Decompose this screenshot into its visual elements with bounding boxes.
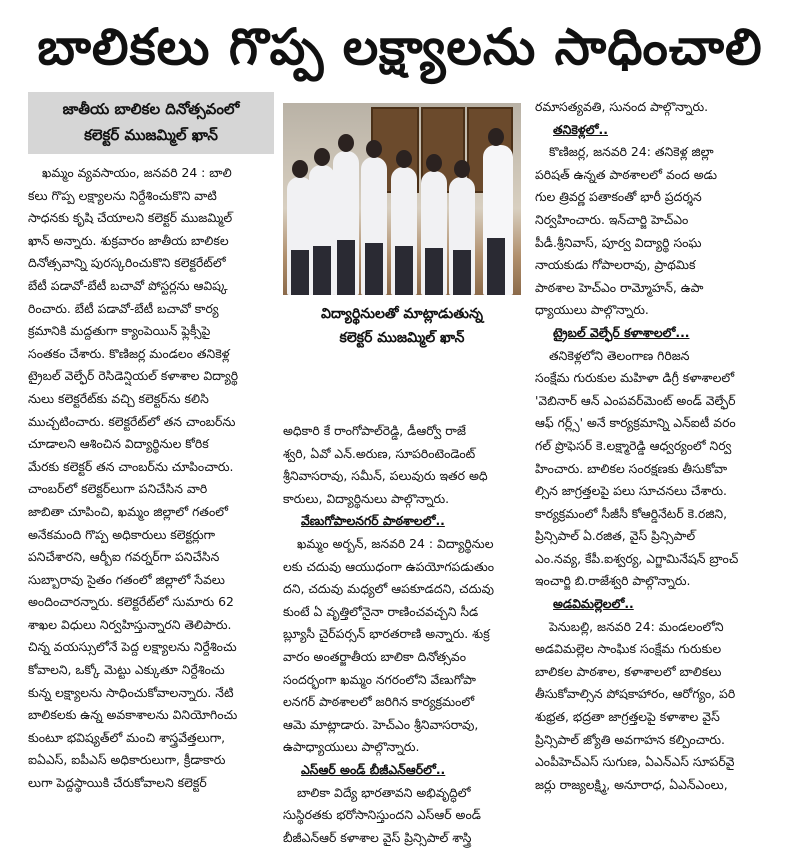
article-line: ఎంపీహెచ్ఎస్ సుగుణ, ఏఎన్ఎస్ సూపర్‌వై	[535, 754, 735, 770]
article-line: ఆఫ్ గర్ల్స్' అనే కార్యక్రమాన్ని ఎన్ఐటీ వరం	[535, 415, 736, 431]
article-line: ఐఏఎస్, ఐపీఎస్ అధికారులుగా, క్రీడాకారు	[28, 752, 226, 768]
news-photo	[283, 103, 521, 295]
article-line: సుస్థిరతకు భరోసానిస్తుందని ఎస్ఆర్ అండ్	[283, 807, 481, 823]
article-line: కారులు, విద్యార్థినులు పాల్గొన్నారు.	[283, 490, 450, 506]
section-heading: అడవిమల్లెలలో..	[553, 596, 634, 612]
article-column-1	[28, 162, 274, 795]
article-line: చూడాలని ఆశించిన విద్యార్థినుల కోరిక	[28, 436, 209, 452]
article-line: తనికెళ్లలోని తెలంగాణ గిరిజన	[549, 347, 690, 363]
student-figure	[333, 151, 359, 295]
article-line: పరిషత్ ఉన్నత పాఠశాలలో వంద అడు	[535, 166, 718, 182]
article-line: ఎం.నవ్య, కేపీ.ఐశ్వర్య, ఎగ్జామినేషన్ బ్రాంచ్	[535, 550, 739, 566]
article-line: అనేకమంది గొప్ప అధికారులు కలెక్టర్లుగా	[28, 526, 216, 542]
article-line: రించారు. బేటీ పడావో-బేటీ బచావో కార్య	[28, 300, 219, 316]
article-line: కుంటూ భవిష్యత్‌లో మంచి శాస్త్రవేత్తలుగా,	[28, 729, 226, 745]
article-line: సాధనకు కృషి చేయాలని కలెక్టర్ ముజమ్మిల్	[28, 210, 233, 226]
subheading-line-1: జాతీయ బాలికల దినోత్సవంలో	[62, 100, 240, 118]
article-line: మేరకు కలెక్టర్ తన చాంబర్‌ను చూపించారు.	[28, 458, 234, 474]
article-line: కోవాలని, ఒక్కో మెట్టు ఎక్కుతూ నిర్దేశించు	[28, 662, 225, 678]
article-line: ప్రిన్సిపాల్ ఏ.రజిత, వైస్ ప్రిన్సిపాల్	[535, 528, 696, 544]
student-figure	[421, 171, 447, 295]
article-line: వారం అంతర్జాతీయ బాలికా దినోత్సవం	[283, 648, 467, 664]
article-line: జర్లు రాజ్యలక్ష్మి, అనూరాధ, ఏఎన్ఎంలు,	[535, 776, 728, 792]
article-line: కుంటే ఏ వృత్తిలోనైనా రాణించవచ్చని సీడ	[283, 603, 479, 619]
student-figure	[391, 167, 417, 295]
article-line: గల్ ప్రొఫెసర్ కె.లక్ష్మారెడ్డి ఆధ్వర్యంలో నిర్వ	[535, 437, 732, 453]
article-line: నులు కలెక్టరేట్‌కు వచ్చి కలెక్టర్‌ను కలిసి	[28, 390, 209, 406]
student-figure	[309, 165, 335, 295]
section-heading: తనికెళ్లలో..	[553, 121, 608, 137]
article-line: దినోత్సవాన్ని పురస్కరించుకొని కలెక్టరేట్‌లో	[28, 255, 226, 271]
article-line: కున్న లక్ష్యాలను సాధించుకోవాలన్నారు. నేటి	[28, 684, 234, 700]
article-column-3	[535, 96, 785, 796]
article-line: ఇంచార్జి బి.రాజేశ్వరి పాల్గొన్నారు.	[535, 573, 691, 589]
article-line: శుభ్రత, భద్రతా జాగ్రత్తలపై కళాశాల వైస్	[535, 709, 720, 725]
article-line: జాబితా చూపించి, ఖమ్మం జిల్లాలో గతంలో	[28, 503, 228, 519]
student-figure	[361, 157, 387, 295]
article-line: ఆమె మాట్లాడారు. హెచ్‌ఎం శ్రీనివాసరావు,	[283, 716, 479, 732]
article-line: లకు చదువు ఆయుధంగా ఉపయోగపడుతుం	[283, 558, 495, 574]
article-line: హించారు. బాలికల సంరక్షణకు తీసుకోవా	[535, 460, 728, 476]
article-line: ల్సిన జాగ్రత్తలపై పలు సూచనలు చేశారు.	[535, 483, 727, 499]
article-line: 'వెబినార్ ఆన్ ఎంపవర్‌మెంట్ అండ్ వెల్ఫేర్	[535, 392, 736, 408]
section-heading: వేణుగోపాలనగర్ పాఠశాలలో..	[301, 513, 445, 529]
article-line: పెనుబల్లి, జనవరి 24: మండలంలోని	[549, 618, 724, 634]
article-line: సంతకం చేశారు. కొణిజర్ల మండలం తనికెళ్ల	[28, 345, 230, 361]
photo-caption-line-2: కలెక్టర్ ముజమ్మిల్ ఖాన్	[339, 330, 465, 346]
article-line: ముచ్చటించారు. కలెక్టరేట్‌లో తన చాంబర్‌ను	[28, 413, 236, 429]
article-line: ఖాన్ అన్నారు. శుక్రవారం జాతీయ బాలికల	[28, 232, 229, 248]
article-line: తీసుకోవాల్సిన పోషకాహారం, ఆరోగ్యం, పరి	[535, 686, 736, 702]
article-line: అడవిమల్లెల సాంఘిక సంక్షేమ గురుకుల	[535, 641, 722, 657]
article-line: ఉపాధ్యాయులు పాల్గొన్నారు.	[283, 739, 420, 755]
photo-caption	[283, 298, 521, 410]
article-line: ప్రిన్సిపాల్ జ్యోతి అవగాహన కల్పించారు.	[535, 731, 725, 747]
article-line: చిన్న వయస్సులోనే పెద్ద లక్ష్యాలను నిర్దేశించు	[28, 639, 237, 655]
article-line: బాలికలకు ఉన్న అవకాశాలను వినియోగించు	[28, 707, 238, 723]
article-line: ట్రైబల్ వెల్ఫేర్ రెసిడెన్షియల్ కళాశాల విద్యార్థి	[28, 368, 239, 384]
article-line: లుగా పెద్దస్థాయికి చేరుకోవాలని కలెక్టర్	[28, 775, 207, 791]
article-line: సుబ్బారావు సైతం గతంలో జిల్లాలో సేవలు	[28, 571, 225, 587]
article-line: పనిచేశారని, ఆర్బీఐ గవర్నర్‌గా పనిచేసిన	[28, 549, 220, 565]
article-line: బాలికా విద్యే భారతావని అభివృద్ధిలో	[297, 784, 471, 800]
subheading-line-2: కలెక్టర్ ముజమ్మిల్ ఖాన్	[84, 126, 218, 144]
article-line: చాంబర్‌లో కలెక్టర్‌లుగా పనిచేసిన వారి	[28, 481, 208, 497]
article-line: కార్యక్రమంలో సీజీసీ కోఆర్డినేటర్ కె.రజిని,	[535, 505, 728, 521]
article-line: శ్వరి, ఏవో ఎన్.అరుణ, సూపరింటెండెంట్	[283, 445, 476, 461]
article-line: నిర్వహించారు. ఇన్‌చార్జి హెచ్‌ఎం	[535, 211, 689, 227]
article-line: లనగర్ పాఠశాలలో జరిగిన కార్యక్రమంలో	[283, 694, 475, 710]
article-line: కలు గొప్ప లక్ష్యాలను నిర్దేశించుకొని వాటి	[28, 187, 217, 203]
article-line: క్రమానికి మద్దతుగా క్యాంపెయిన్ ఫ్లెక్సీపై	[28, 323, 211, 339]
subheading	[28, 92, 274, 154]
article-line: బాలికల పాఠశాల, కళాశాలలో బాలికలు	[535, 663, 722, 679]
article-line: నాయకుడు గోపాలరావు, ప్రాథమిక	[535, 257, 696, 273]
article-line: రమాసత్యవతి, సునంద పాల్గొన్నారు.	[535, 99, 709, 114]
headline: బాలికలు గొప్ప లక్ష్యాలను సాధించాలి	[37, 18, 763, 76]
article-line: శాఖల విధులు నిర్వహిస్తున్నారని తెలిపారు.	[28, 616, 232, 632]
article-line: ఖమ్మం వ్యవసాయం, జనవరి 24 : బాలి	[42, 165, 232, 180]
article-column-2	[283, 420, 521, 849]
article-line: గుల త్రివర్ణ పతాకంతో భారీ ప్రదర్శన	[535, 189, 702, 205]
article-line: బీజీఎన్ఆర్ కళాశాల వైస్ ప్రిన్సిపాల్ శాస్త్రి	[283, 829, 472, 845]
article-line: అధికారి కే రాంగోపాల్‌రెడ్డి, డీఆర్వో రాజే	[283, 423, 466, 438]
article-line: అందించారన్నారు. కలెక్టరేట్‌లో సుమారు 62	[28, 594, 234, 610]
article-line: ధ్యాయులు పాల్గొన్నారు.	[535, 302, 649, 318]
article-line: కొణిజర్ల, జనవరి 24: తనికెళ్ల జిల్లా	[549, 144, 714, 160]
article-line: బ్ల్యూసీ చైర్‌పర్సన్ భారతరాణి అన్నారు. శుక్ర	[283, 626, 490, 642]
photo-caption-line-1: విద్యార్థినులతో మాట్లాడుతున్న	[321, 306, 483, 322]
article-line: శ్రీనివాసరావు, సమీన్, పలువురు ఇతర అధి	[283, 468, 488, 484]
section-heading: ట్రైబల్ వెల్ఫేర్ కళాశాలలో...	[553, 324, 690, 340]
article-line: ఖమ్మం అర్బన్, జనవరి 24 : విద్యార్థినుల	[297, 535, 494, 551]
student-figure	[449, 177, 475, 295]
article-line: పీడీ.శ్రీనివాస్, పూర్వ విద్యార్థి సంఘ	[535, 234, 702, 250]
collector-figure	[483, 145, 513, 295]
article-line: సంక్షేమ గురుకుల మహిళా డిగ్రీ కళాశాలలో	[535, 370, 735, 386]
article-line: సందర్భంగా ఖమ్మం నగరంలోని వేణుగోపా	[283, 671, 476, 687]
article-line: బేటీ పడావో-బేటీ బచావో పోస్టర్లను ఆవిష్క	[28, 277, 228, 293]
article-line: దని, చదువు మధ్యలో ఆపకూడదని, చదువు	[283, 581, 494, 597]
article-line: పాఠశాల హెచ్‌ఎం రామ్మోహన్, ఉపా	[535, 279, 704, 295]
section-heading: ఎస్ఆర్ అండ్ బీజీఎన్ఆర్‌లో..	[301, 761, 446, 777]
